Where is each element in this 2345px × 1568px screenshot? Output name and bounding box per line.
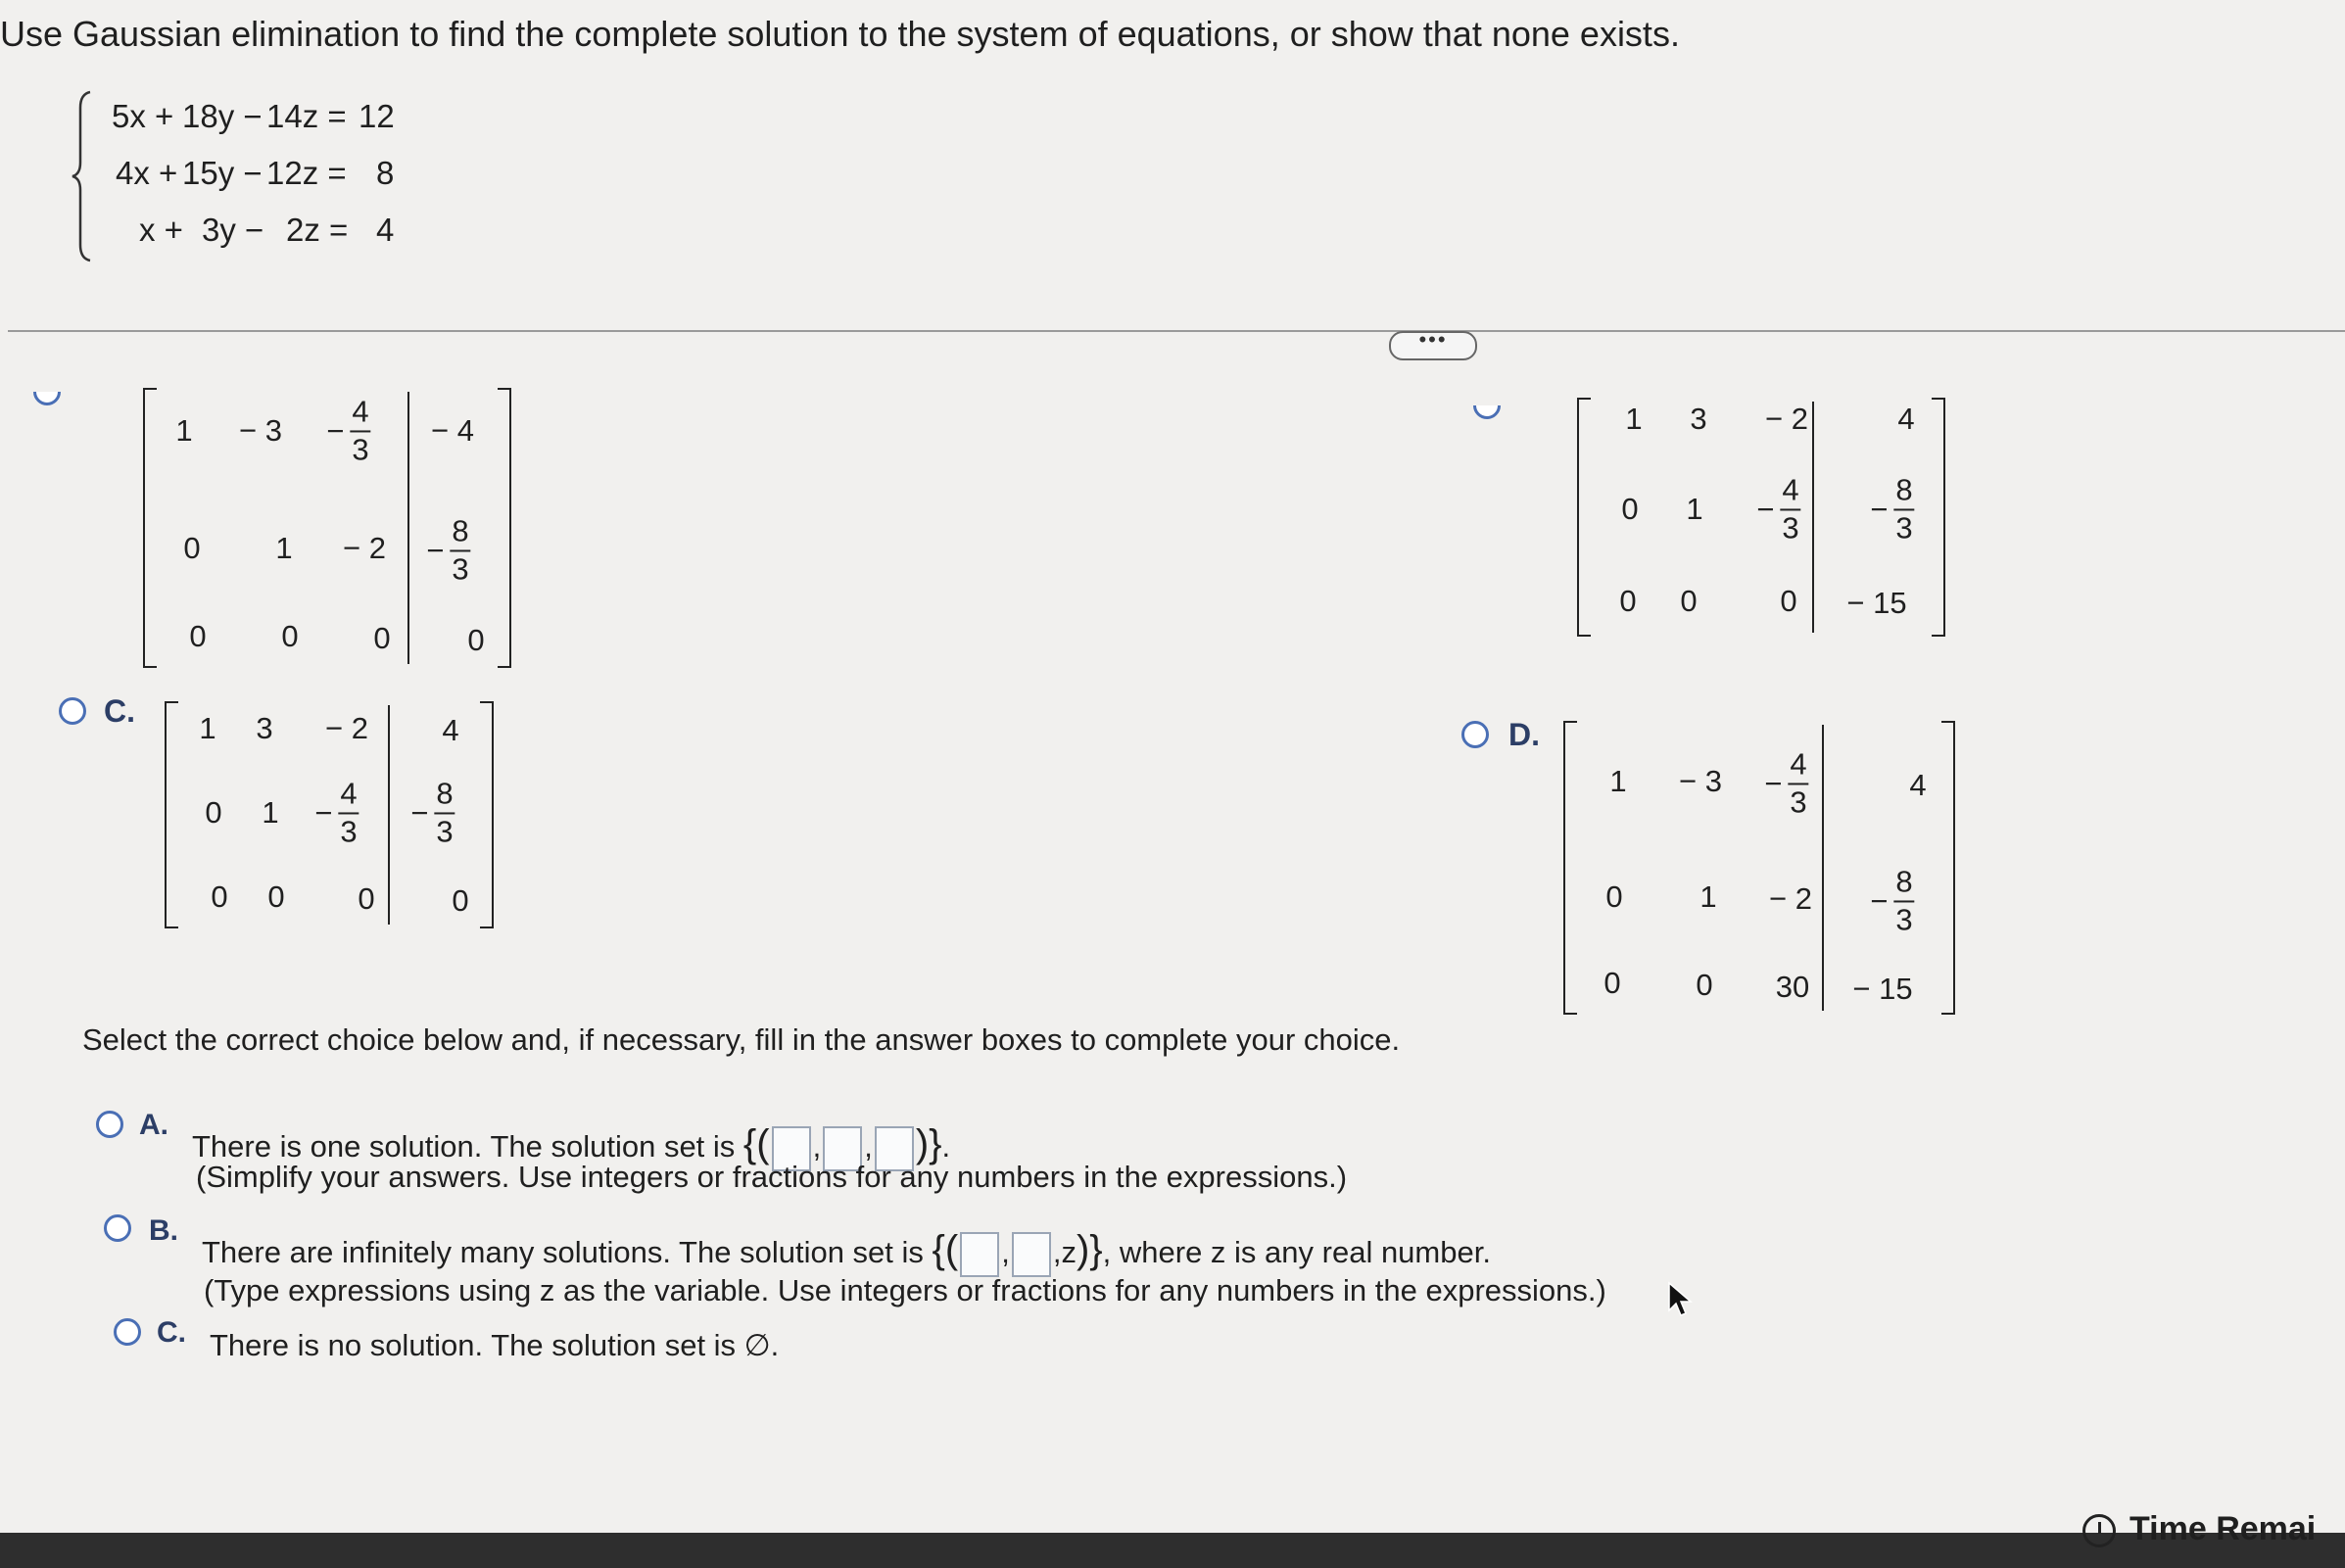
choice-b-label: B.	[149, 1214, 178, 1247]
radio-choice-a[interactable]	[96, 1111, 123, 1138]
choice-a-hint: (Simplify your answers. Use integers or fractions for any numbers in the expressions.)	[196, 1160, 1348, 1194]
left-brace-icon	[69, 88, 104, 264]
matrix-option-c: 1 3 − 2 4 0 1 − $\frac{4}{3}$ − $\frac{8}{3}$ 0 0 0 0	[165, 701, 494, 928]
select-instruction: Select the correct choice below and, if necessary, fill in the answer boxes to complete your choice.	[82, 1022, 1401, 1057]
mouse-cursor-icon	[1667, 1281, 1693, 1318]
matrix-option-d: 1 − 3 − $\frac{4}{3}$ 4 0 1 − 2 − $\frac{8}{3}$ 0 0 30 − 15	[1563, 721, 1955, 1015]
timer-label: Time Remai	[2130, 1510, 2317, 1547]
choice-a-label: A.	[139, 1109, 168, 1141]
footer-bar	[0, 1533, 2345, 1568]
radio-matrix-a[interactable]	[33, 378, 61, 405]
equation-3: x + 3y − 2z = 4	[139, 212, 395, 248]
matrix-option-b: 1 3 − 2 4 0 1 − $\frac{4}{3}$ − $\frac{8}{3}$ 0 0 0 − 15	[1577, 398, 1945, 637]
matrix-option-a: 1 − 3 − $\frac{4}{3}$ − 4 0 1 − 2 − $\frac{8}{3}$ 0 0 0 0	[143, 388, 511, 668]
radio-choice-c[interactable]	[114, 1318, 141, 1346]
radio-choice-b[interactable]	[104, 1214, 131, 1242]
answer-box-b-y[interactable]	[1012, 1232, 1051, 1277]
option-c-label: C.	[104, 693, 135, 729]
radio-matrix-b[interactable]	[1473, 392, 1501, 419]
option-d-label: D.	[1508, 717, 1540, 752]
radio-matrix-c[interactable]	[59, 697, 86, 725]
equation-system	[69, 88, 421, 264]
clock-icon	[2082, 1514, 2116, 1547]
choice-c-text: There is no solution. The solution set is ∅.	[210, 1328, 780, 1362]
section-divider	[8, 330, 2345, 332]
more-options-button[interactable]: •••	[1389, 331, 1477, 360]
question-prompt: Use Gaussian elimination to find the complete solution to the system of equations, or show that none exists.	[0, 14, 1680, 54]
choice-b-hint: (Type expressions using z as the variable. Use integers or fractions for any numbers in the expressions.)	[204, 1273, 1606, 1307]
choice-c-label: C.	[157, 1316, 186, 1349]
equation-2: 4x + 15y − 12z = 8	[116, 155, 395, 191]
radio-matrix-d[interactable]	[1461, 721, 1489, 748]
time-remaining[interactable]	[2082, 1510, 2316, 1548]
equation-1: 5x + 18y − 14z = 12	[112, 98, 395, 134]
answer-box-b-x[interactable]	[960, 1232, 999, 1277]
choice-b-text: There are infinitely many solutions. The solution set is {( , ,z)}, where z is any real number.	[202, 1228, 1491, 1277]
choice-a-text: There is one solution. The solution set is {( , , )}.	[192, 1122, 950, 1171]
